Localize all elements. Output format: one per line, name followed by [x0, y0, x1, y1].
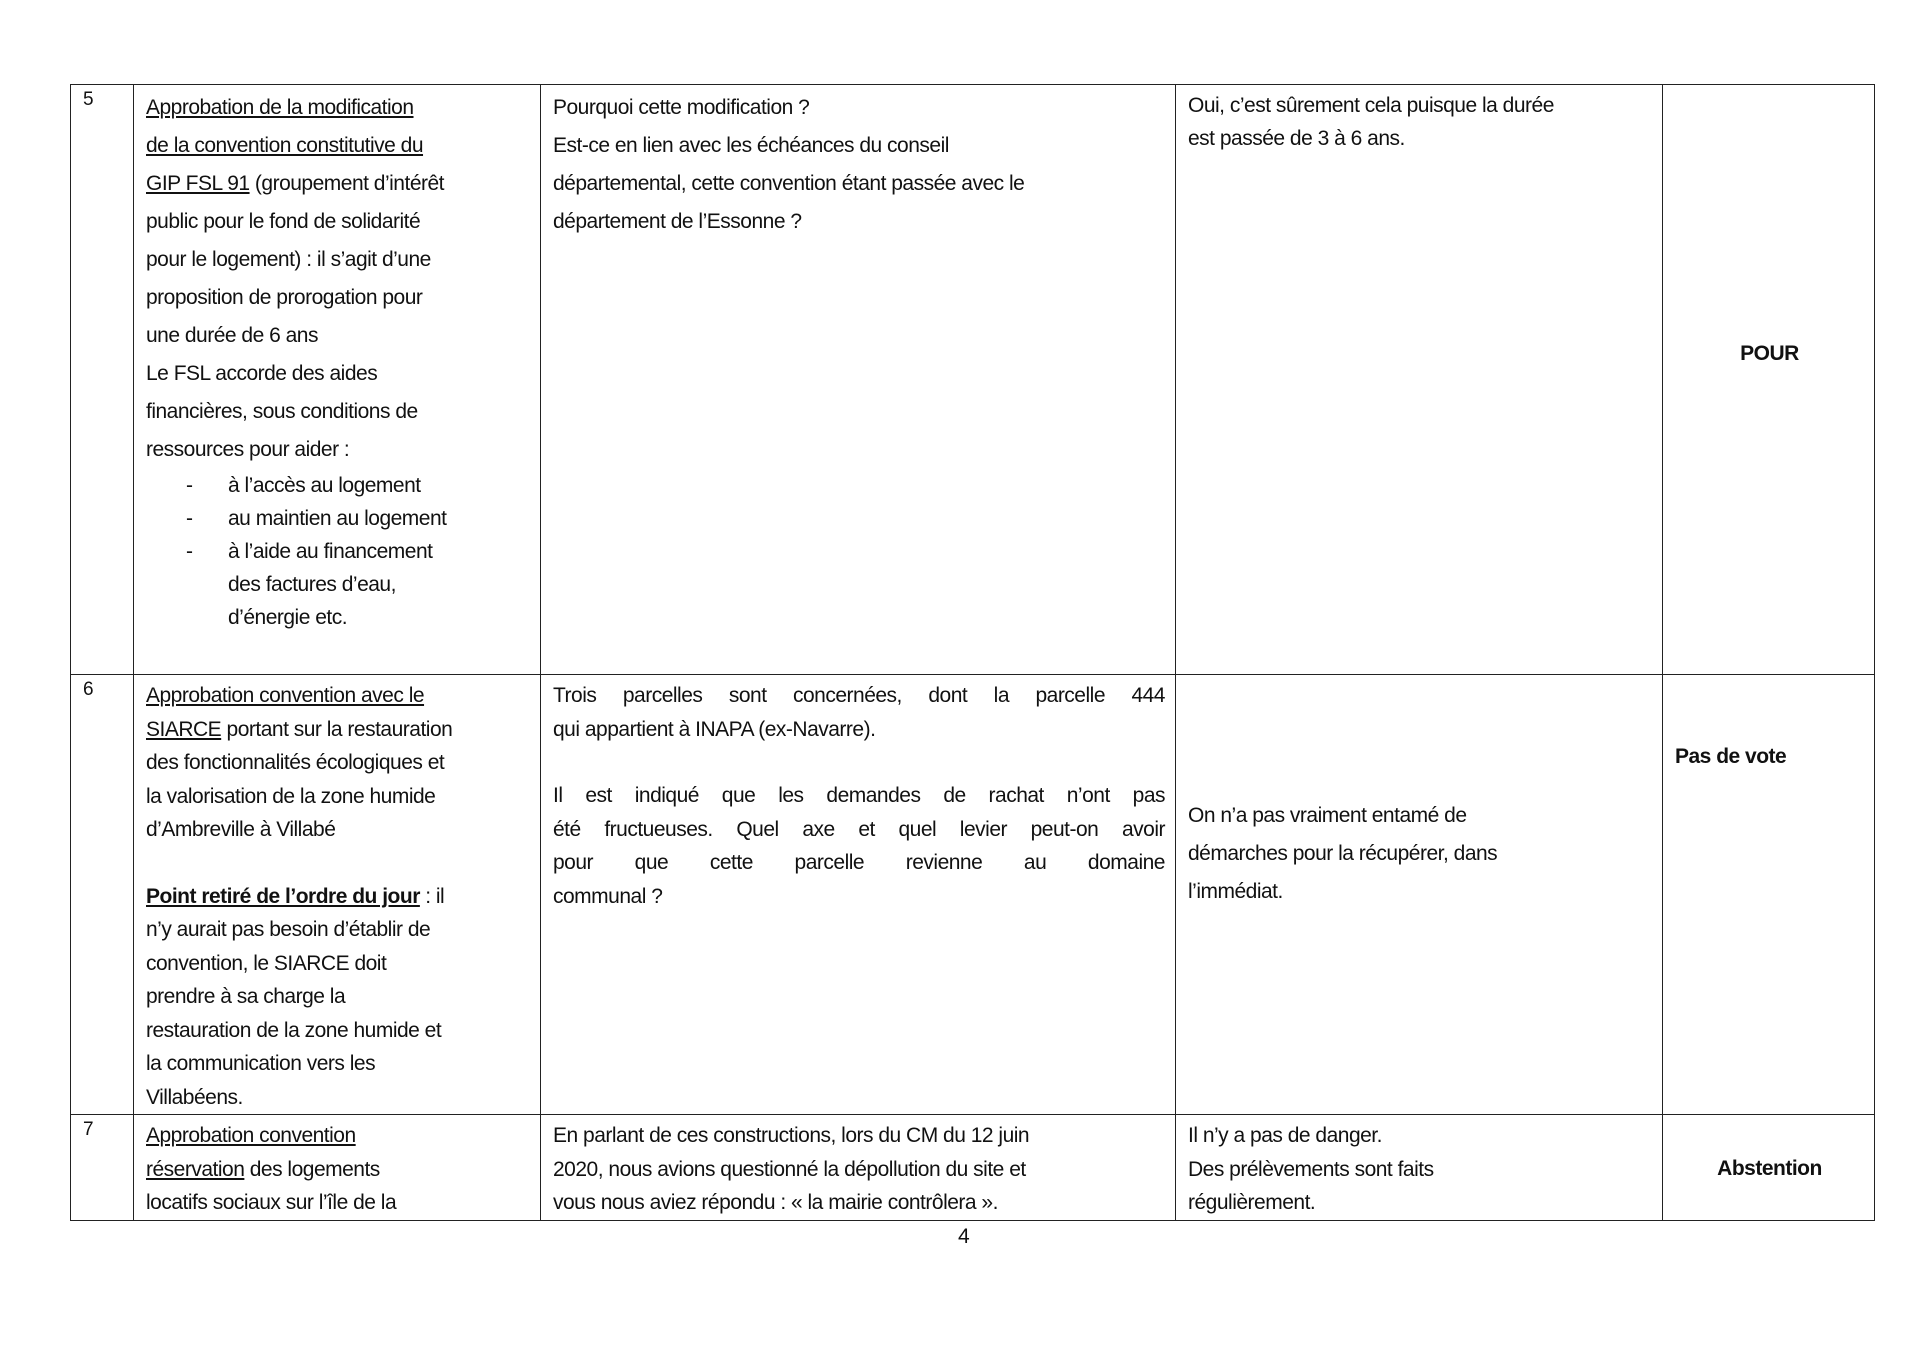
- question-line: départemental, cette convention étant passée avec le: [553, 172, 1025, 195]
- bullet-item: - au maintien au logement: [186, 507, 447, 530]
- question-line: Est-ce en lien avec les échéances du conseil: [553, 134, 949, 157]
- answer-cell: [1176, 675, 1663, 1115]
- subject-text: portant sur la restauration: [221, 717, 453, 741]
- answer-cell: [1176, 1115, 1663, 1221]
- vote-cell: [1663, 85, 1875, 675]
- question-line: Il est indiqué que les demandes de rachat n’ont pas: [553, 784, 1165, 807]
- subject-link-text: réservation: [146, 1157, 245, 1181]
- subject-line: Approbation convention avec le: [146, 684, 425, 707]
- subject-line: prendre à sa charge la: [146, 985, 346, 1008]
- subject-cell: [134, 1115, 541, 1221]
- table-row: [71, 675, 1875, 1115]
- subject-line: de la convention constitutive du: [146, 134, 424, 157]
- question-line: qui appartient à INAPA (ex-Navarre).: [553, 717, 876, 741]
- item-number: 5: [71, 85, 134, 675]
- question-cell: [541, 675, 1176, 1115]
- answer-line: On n’a pas vraiment entamé de: [1188, 804, 1467, 827]
- question-line: vous nous aviez répondu : « la mairie contrôlera ».: [553, 1191, 998, 1214]
- answer-line: régulièrement.: [1188, 1191, 1316, 1214]
- page-number: 4: [958, 1225, 970, 1248]
- vote-cell: [1663, 675, 1875, 1115]
- bullet-text: au maintien au logement: [228, 507, 447, 530]
- subject-line: d’Ambreville à Villabé: [146, 818, 336, 841]
- subject-line: proposition de prorogation pour: [146, 286, 423, 309]
- subject-cell: [134, 85, 541, 675]
- vote-cell: [1663, 1115, 1875, 1221]
- subject-line: pour le logement) : il s’agit d’une: [146, 248, 431, 271]
- subject-cell: [134, 675, 541, 1115]
- answer-line: l’immédiat.: [1188, 880, 1283, 903]
- subject-text: : il: [419, 884, 445, 908]
- bullet-text: à l’accès au logement: [228, 474, 421, 497]
- vote-label: Pas de vote: [1675, 745, 1787, 768]
- subject-line: [146, 880, 530, 914]
- subject-line: la communication vers les: [146, 1052, 376, 1075]
- answer-line: Il n’y a pas de danger.: [1188, 1124, 1382, 1147]
- question-line: département de l’Essonne ?: [553, 210, 802, 233]
- subject-line: Le FSL accorde des aides: [146, 362, 378, 385]
- answer-line: Oui, c’est sûrement cela puisque la durée: [1188, 94, 1554, 117]
- question-line: été fructueuses. Quel axe et quel levier peut-on avoir: [553, 817, 1165, 841]
- subject-text: (groupement d’intérêt: [249, 172, 445, 195]
- item-number: 6: [71, 675, 134, 1115]
- bullet-item: - à l’accès au logement: [186, 474, 421, 497]
- bullet-continuation: des factures d’eau,: [228, 573, 396, 596]
- bullet-continuation: d’énergie etc.: [228, 606, 348, 629]
- question-line: Pourquoi cette modification ?: [553, 96, 810, 119]
- subject-line: la valorisation de la zone humide: [146, 784, 436, 808]
- answer-cell: [1176, 85, 1663, 675]
- question-line: communal ?: [553, 884, 663, 908]
- answer-line: est passée de 3 à 6 ans.: [1188, 127, 1405, 150]
- vote-label: Abstention: [1717, 1157, 1822, 1181]
- subject-line: restauration de la zone humide et: [146, 1018, 442, 1042]
- subject-line: [146, 1153, 530, 1187]
- subject-line: locatifs sociaux sur l’île de la: [146, 1191, 397, 1214]
- bullet-text: à l’aide au financement: [228, 540, 433, 563]
- subject-link-text: SIARCE: [146, 717, 222, 741]
- subject-line: Approbation convention: [146, 1124, 356, 1147]
- subject-line: une durée de 6 ans: [146, 324, 318, 347]
- question-line: En parlant de ces constructions, lors du CM du 12 juin: [553, 1124, 1030, 1147]
- subject-line: convention, le SIARCE doit: [146, 951, 387, 975]
- subject-line: financières, sous conditions de: [146, 400, 418, 423]
- question-cell: [541, 85, 1176, 675]
- question-cell: [541, 1115, 1176, 1221]
- subject-link-text: GIP FSL 91: [146, 172, 250, 195]
- bullet-item: - à l’aide au financement: [186, 540, 433, 563]
- subject-text: des logements: [244, 1157, 380, 1181]
- item-number: 7: [71, 1115, 134, 1221]
- table-row: [71, 1115, 1875, 1221]
- table-row: [71, 85, 1875, 675]
- subject-line: n’y aurait pas besoin d’établir de: [146, 918, 431, 941]
- question-line: Trois parcelles sont concernées, dont la parcelle 444: [553, 684, 1165, 707]
- subject-line: public pour le fond de solidarité: [146, 210, 421, 233]
- subject-line: [146, 713, 530, 747]
- withdrawn-notice: Point retiré de l’ordre du jour: [146, 884, 420, 908]
- subject-line: [146, 165, 530, 203]
- subject-line: Approbation de la modification: [146, 96, 414, 119]
- subject-line: des fonctionnalités écologiques et: [146, 751, 445, 774]
- question-line: 2020, nous avions questionné la dépollution du site et: [553, 1157, 1026, 1181]
- subject-line: Villabéens.: [146, 1085, 243, 1109]
- subject-line: ressources pour aider :: [146, 438, 350, 461]
- answer-line: démarches pour la récupérer, dans: [1188, 842, 1498, 865]
- question-line: pour que cette parcelle revienne au domaine: [553, 851, 1165, 874]
- vote-label: POUR: [1740, 341, 1799, 365]
- answer-line: Des prélèvements sont faits: [1188, 1157, 1434, 1181]
- agenda-table: [70, 84, 1875, 1221]
